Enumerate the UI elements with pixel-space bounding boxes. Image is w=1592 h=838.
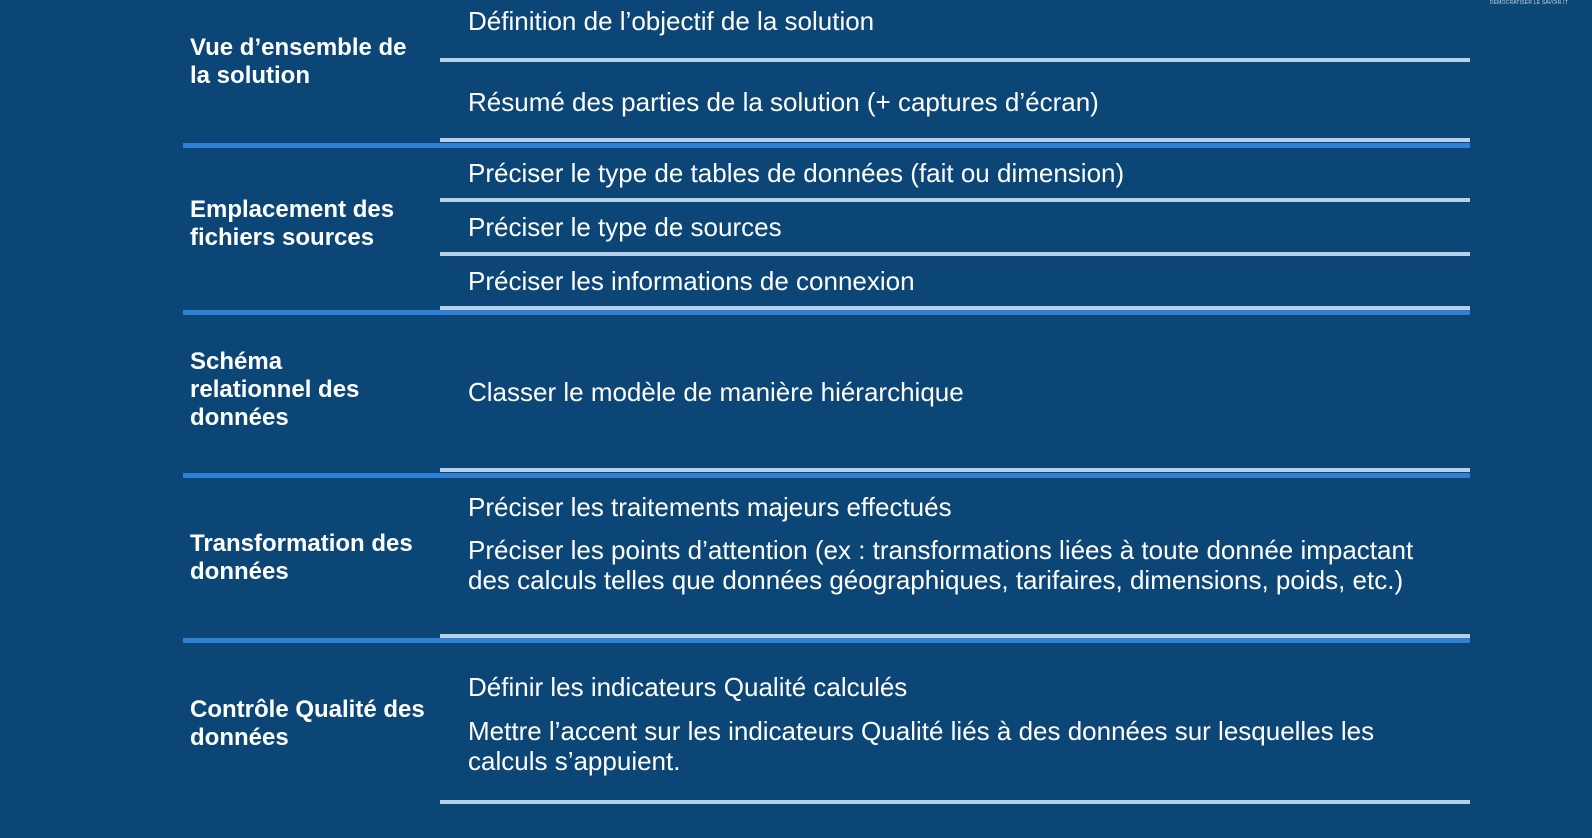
section-label-quality-control: Contrôle Qualité des données <box>190 696 425 751</box>
section-item-summary: Résumé des parties de la solution (+ captures d’écran) <box>468 87 1099 117</box>
section-divider <box>183 143 1470 148</box>
section-label-relational-schema: Schéma relationnel des données <box>190 348 360 431</box>
item-divider <box>440 252 1470 256</box>
section-item-objective: Définition de l’objectif de la solution <box>468 6 875 36</box>
section-label-transformation: Transformation des données <box>190 530 413 585</box>
section-item-table-type: Préciser le type de tables de données (fait ou dimension) <box>468 158 1125 188</box>
item-divider <box>440 58 1470 62</box>
section-item-connection-info: Préciser les informations de connexion <box>468 266 915 296</box>
section-divider <box>183 473 1470 478</box>
item-divider <box>440 138 1470 142</box>
item-divider <box>440 468 1470 472</box>
section-item-quality-emphasis: Mettre l’accent sur les indicateurs Qualité liés à des données sur lesquelles les calculs s’appuient. <box>468 716 1375 776</box>
item-divider <box>440 198 1470 202</box>
section-label-overview: Vue d’ensemble de la solution <box>190 34 407 89</box>
section-item-source-type: Préciser le type de sources <box>468 212 782 242</box>
section-divider <box>183 310 1470 315</box>
section-item-processing: Préciser les traitements majeurs effectués <box>468 492 952 522</box>
section-divider <box>183 638 1470 643</box>
section-item-hierarchy: Classer le modèle de manière hiérarchique <box>468 377 964 407</box>
section-label-source-files: Emplacement des fichiers sources <box>190 196 395 251</box>
section-item-quality-indicators: Définir les indicateurs Qualité calculés <box>468 672 908 702</box>
section-item-attention-points: Préciser les points d’attention (ex : transformations liées à toute donnée impactant des calculs telles que données géographiques, tarifaires, dimensions, poids, etc.) <box>468 535 1414 595</box>
item-divider <box>440 800 1470 804</box>
watermark-text: DÉMOCRATISER LE SAVOIR IT <box>1489 0 1568 6</box>
